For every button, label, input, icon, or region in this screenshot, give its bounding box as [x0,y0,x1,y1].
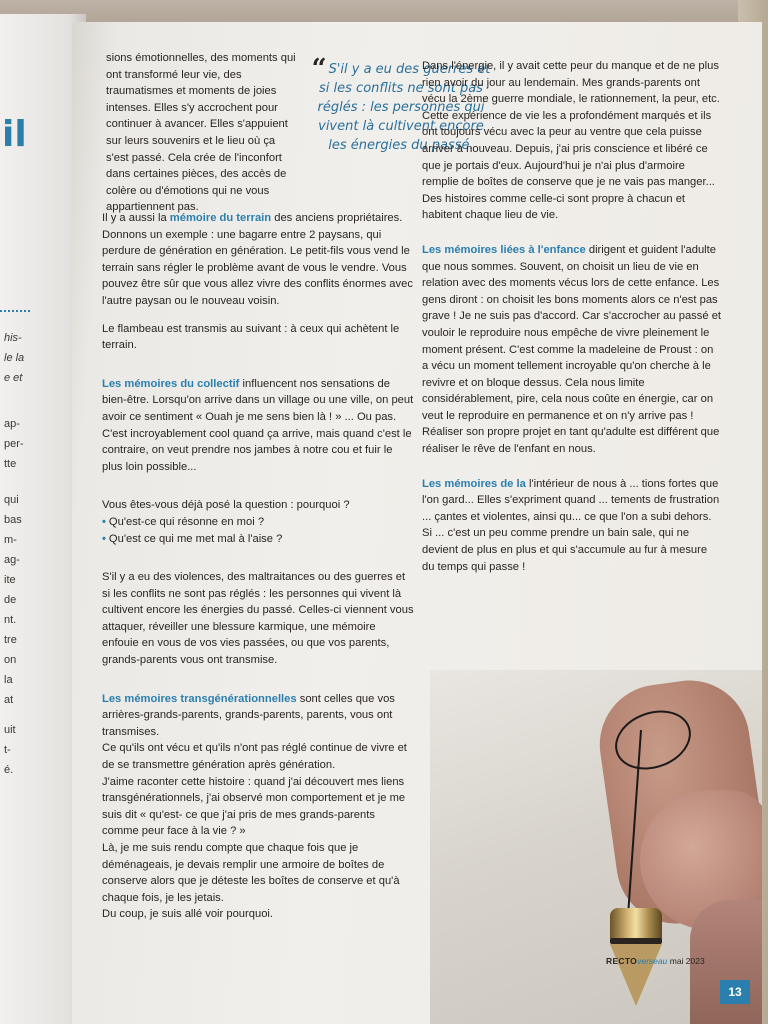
dotted-divider [0,310,30,312]
highlight-memoires: Les mémoires de la [422,477,529,490]
paragraph: sions émotionnelles, des moments qui ont transformé leur vie, des traumatismes et moments de joies intenses. Elles s'y accrochent pour continuer à avancer. Elles s'appuient sur leurs souvenirs et le lieu où ça s'est passé. Cela crée de l'inconfort dans certaines pièces, des accès de colère ou d'émotions qui ne vous appartiennent pas. [106,52,296,214]
paragraph-transgenerationnel: Les mémoires transgénérationnelles sont celles que vos arrières-grands-parents, grands-parents, parents, vous ont transmises. [102,692,395,738]
paragraph: Réaliser son propre projet en tant qu'adulte est différent que réaliser le rêve de l'enfant en nous. [422,426,720,456]
bullet-icon: • [102,532,106,545]
bullet-icon: • [102,515,106,528]
paragraph-memoires: Les mémoires de la l'intérieur de nous à ... tions fortes que l'on gard... Elles s'expriment quand ... tements de frustration ... çantes et violentes, ainsi qu... ce que l'on a subi dehors. Si ... c'est un peu comme prendre un bain sale, qui ne devient de plus en plus et qui s'accumule au fur à mesure du temps qui passe ! [422,477,720,573]
left-page-text-fragment: ag- [4,554,20,566]
left-page-heading-fragment: il [2,114,27,155]
highlight-transgenerationnel: Les mémoires transgénérationnelles [102,692,297,705]
left-page-text-fragment: nt. [4,614,17,626]
left-page-text-fragment: on [4,654,17,666]
quote-mark-icon: “ [311,54,327,84]
left-page-text-fragment: tre [4,634,17,646]
paragraph-question: Vous êtes-vous déjà posé la question : pourquoi ? [102,499,350,512]
column-main [102,210,414,923]
paragraph-collectif: Les mémoires du collectif influencent nos sensations de bien-être. Lorsqu'on arrive dans un village ou une ville, on peut avoir ce sentiment « Ouah je me sens bien là ! » ... Ou pas. C'est incroyablement cool quand ça arrive, mais quand c'est le contraire, on veut prendre nos jambes à notre cou et fuir le plus loin possible... [102,377,414,473]
left-page-text-fragment: le la [4,352,25,364]
magazine-page [72,22,762,1024]
bullet-item: • Qu'est-ce qui résonne en moi ? [102,515,265,528]
column-right [422,58,722,586]
paragraph: J'aime raconter cette histoire : quand j'ai découvert mes liens transgénérationnels, j'ai observé mon comportement et je me suis dit « qu'est- ce que j'ai pris de mes grands-parents comme peur face à la vie ? » [102,775,406,838]
highlight-collectif: Les mémoires du collectif [102,377,240,390]
paragraph: Ce qu'ils ont vécu et qu'ils n'ont pas réglé continue de vivre et de se transmettre génération après génération. [102,742,407,772]
left-page-text-fragment: ite [4,574,16,586]
column-left-top [106,50,296,227]
magazine-brand-suffix: verseau [637,956,668,966]
paragraph-terrain: Il y a aussi la mémoire du terrain des anciens propriétaires. Donnons un exemple : une bagarre entre 2 paysans, qui perdure de génération en génération. Le petit-fils vous vend le terrain sans régler le problème avant de vous le vendre. Vous pouvez être sûr que vous allez vivre des conflits énormes avec l'autre paysan ou le nouveau voisin. [102,212,413,307]
left-page-text-fragment: tte [4,458,17,470]
left-page-text-fragment: t- [4,744,11,756]
bullet-item: • Qu'est ce qui me met mal à l'aise ? [102,532,283,545]
paragraph: Le flambeau est transmis au suivant : à ceux qui achètent le terrain. [102,322,400,352]
paragraph: Là, je me suis rendu compte que chaque fois que je déménageais, je devais remplir une armoire de boîtes de conserve alors que je déteste les boîtes de conserve et qu'à chaque fois, je les jetais. [102,842,400,904]
left-page-text-fragment: ap- [4,418,20,430]
paragraph: S'il y a eu des violences, des maltraitances ou des guerres et si les conflits ne sont pas réglés : les personnes qui vivent là cultivent encore les énergies du passé. Celles-ci viennent vous attaquer, réveiller une blessure karmique, une mémoire enfouie en vous de vos vies passées, ou que vos parents, grands-parents vous ont transmise. [102,571,414,667]
magazine-brand: RECTO [606,956,638,966]
magazine-footer [606,956,705,966]
paragraph-enfance: Les mémoires liées à l'enfance dirigent et guident l'adulte que nous sommes. Souvent, on choisit un lieu de vie en relation avec des moments vécus lors de cette enfance. Les gens diront : on choisit les bons moments alors ce n'est pas grave ! Je ne suis pas d'accord. Car s'accrocher au passé et vouloir le reproduire nous empêche de vivre pleinement le moment présent. C'est comme la madeleine de Proust : on a vécu un moment tellement incroyable qu'on cherche à le revivre et on bloque dessus. Cela nous limite considérablement, pire, cela nous coûte en énergie, car on veut le reproduire en permanence et on n'y arrive pas ! [422,243,722,422]
left-page-text-fragment: la [4,674,13,686]
paragraph: Dans l'énergie, il y avait cette peur du manque et de ne plus rien avoir du jour au lendemain. Mes grands-parents ont vécu la 2ème guerre mondiale, le rationnement, la peur, etc. Cette expérience de vie les a profondément marqués et ils ont toujours vécu avec la peur au ventre que cela puisse arriver à nouveau. Depuis, j'ai pris conscience et libéré ce que je portais d'eux. Aujourd'hui je n'ai plus d'armoire remplie de boîtes de conserve que je ne vais pas manger... [422,60,720,189]
left-page-text-fragment: é. [4,764,14,776]
left-page-text-fragment: his- [4,332,22,344]
issue-date: mai 2023 [669,956,705,966]
paragraph: Du coup, je suis allé voir pourquoi. [102,908,274,921]
left-page-text-fragment: per- [4,438,24,450]
left-page-text-fragment: e et [4,372,23,384]
paragraph: Des histoires comme celle-ci sont propre à chacun et habitent chaque lieu de vie. [422,192,686,222]
left-page-text-fragment: m- [4,534,17,546]
left-page-text-fragment: uit [4,724,16,736]
pendulum-photo [430,670,762,1024]
left-page-text-fragment: de [4,594,17,606]
left-page-text-fragment: qui [4,494,19,506]
pull-quote-text: S'il y a eu des guerres et si les conflits ne sont pas réglés : les personnes qui vivent là cultivent encore les énergies du passé. [317,62,491,153]
highlight-terrain: mémoire du terrain [169,212,272,224]
highlight-enfance: Les mémoires liées à l'enfance [422,243,586,256]
page-number: 13 [720,980,750,1004]
left-page-text-fragment: bas [4,514,22,526]
left-page-text-fragment: at [4,694,14,706]
